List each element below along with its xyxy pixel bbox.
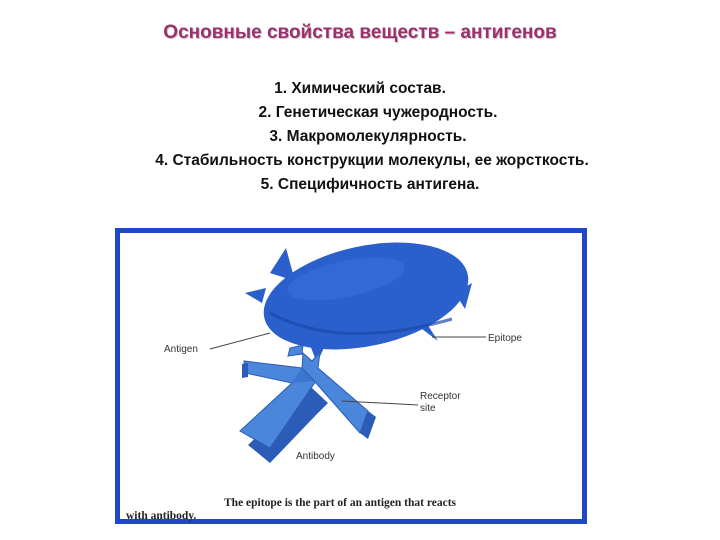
caption-line-1: The epitope is the part of an antigen that reacts <box>224 497 457 509</box>
receptor-site-label-line2: site <box>420 403 436 414</box>
receptor-site-label: Receptor <box>420 391 461 402</box>
property-item: 5. Специфичность антигена. <box>260 176 480 193</box>
antigen-antibody-diagram <box>120 233 582 519</box>
antigen-shape <box>245 233 478 367</box>
antigen-label: Antigen <box>164 344 198 355</box>
epitope-label: Epitope <box>488 333 522 344</box>
antigen-leader-line <box>210 333 270 349</box>
property-item: 3. Макромолекулярность. <box>269 128 467 145</box>
antibody-shape <box>240 345 376 463</box>
antigen-antibody-figure <box>115 228 587 524</box>
caption-line-2: with antibody. <box>126 510 197 522</box>
property-item: 4. Стабильность конструкции молекулы, ее жорсткость. <box>155 152 589 169</box>
property-item: 2. Генетическая чужеродность. <box>258 104 498 121</box>
slide-title: Основные свойства веществ – антигенов <box>163 22 557 43</box>
antibody-label: Antibody <box>296 451 335 462</box>
property-item: 1. Химический состав. <box>274 80 446 97</box>
